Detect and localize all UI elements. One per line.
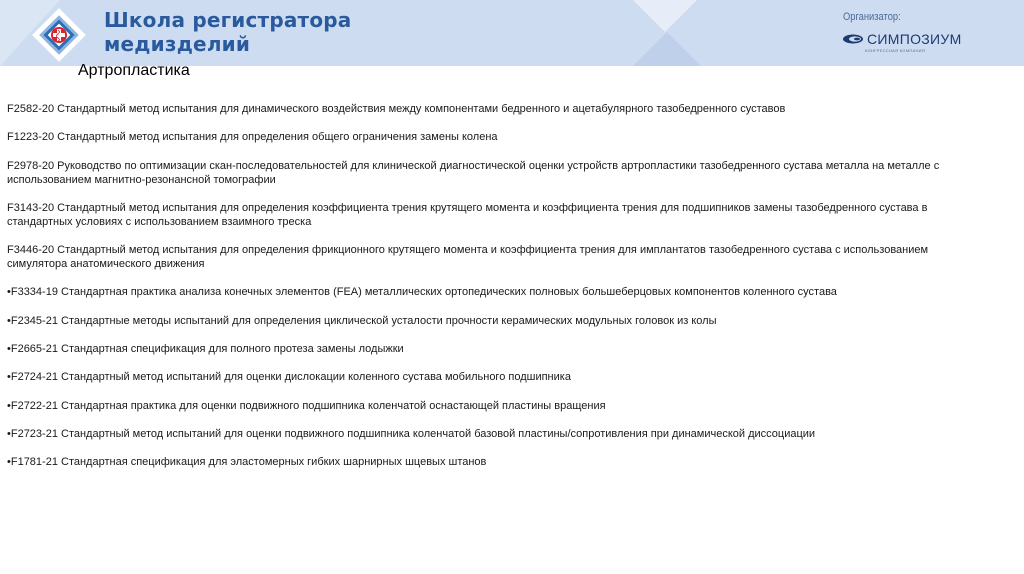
brand-title-line2: медизделий — [104, 32, 251, 56]
list-item: F1223-20 Стандартный метод испытания для определения общего ограничения замены колена — [7, 131, 498, 144]
list-item: F2978-20 Руководство по оптимизации скан-последовательностей для клинической диагностической оценки устройств артропластики тазобедренного сустава металла на металле с использованием магнитно-резонансной томографии — [7, 159, 940, 186]
list-item: F3143-20 Стандартный метод испытания для определения коэффициента трения крутящего момента и коэффициента трения для подшипников замены тазобедренного сустава в стандартных условиях с использованием взаимного треска — [7, 201, 928, 228]
list-item: •F2665-21 Стандартная спецификация для полного протеза замены лодыжки — [7, 343, 404, 356]
brand-title-line1: Школа регистратора — [104, 8, 352, 32]
list-item: F3446-20 Стандартный метод испытания для определения фрикционного крутящего момента и коэффициента трения для имплантатов тазобедренного сустава с использованием симулятора анатомического движения — [7, 244, 929, 271]
decorative-triangle — [633, 0, 697, 32]
brand-title — [104, 8, 351, 56]
list-item: •F2722-21 Стандартная практика для оценки подвижного подшипника коленчатой оснастающей пластины вращения — [7, 399, 606, 412]
list-item: F2582-20 Стандартный метод испытания для динамического воздействия между компонентами бедренного и ацетабулярного тазобедренного суставов — [7, 103, 786, 115]
organizer-label: Организатор: — [843, 11, 901, 23]
symposium-swoosh-icon — [842, 34, 864, 44]
header-banner — [0, 0, 1024, 66]
list-item: •F1781-21 Стандартная спецификация для эластомерных гибких шарнирных шцевых штанов — [7, 456, 487, 469]
organizer-name: СИМПОЗИУМ — [867, 31, 962, 47]
list-item: •F2723-21 Стандартный метод испытаний для оценки подвижного подшипника коленчатой базовой пластины/сопротивления при динамической диссоциации — [7, 427, 816, 440]
list-item: •F3334-19 Стандартная практика анализа конечных элементов (FEA) металлических ортопедических полновых большеберцовых компонентов коленного сустава — [7, 286, 837, 299]
organizer-logo — [842, 31, 962, 47]
list-item: •F2345-21 Стандартные методы испытаний для определения циклической усталости прочности керамических модульных головок из колы — [7, 314, 717, 327]
medical-cross-logo-icon — [32, 8, 86, 62]
standards-list — [7, 102, 967, 484]
decorative-triangle — [633, 32, 701, 66]
list-item: •F2724-21 Стандартный метод испытаний для оценки дислокации коленного сустава мобильного подшипника — [7, 371, 571, 384]
organizer-subtitle: КОНГРЕССНАЯ КОМПАНИЯ — [865, 48, 926, 53]
page-title: Артропластика — [78, 62, 190, 79]
